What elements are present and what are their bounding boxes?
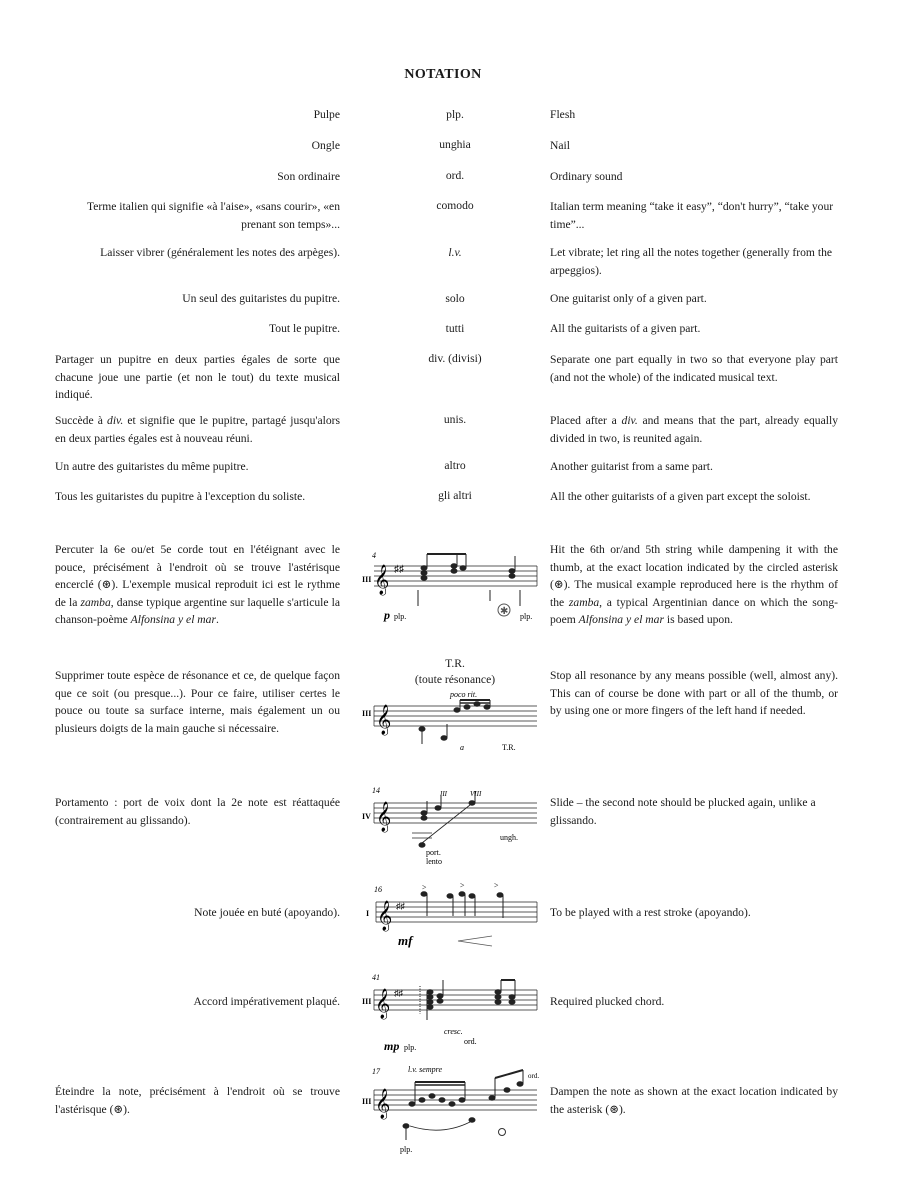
term-plp: plp. <box>446 108 464 121</box>
en-altro: Another guitarist from a same part. <box>550 460 713 473</box>
en-unis: Placed after a div. and means that the part, already equally divided in two, is reunited again. <box>550 414 838 445</box>
tr-caption-sub: (toute résonance) <box>414 673 496 686</box>
measure-number: 17 <box>372 1067 380 1076</box>
treble-clef-icon: 𝄞 <box>374 565 390 594</box>
lento-label: lento <box>426 857 442 865</box>
page-title: NOTATION <box>404 67 482 82</box>
term-divisi: div. (divisi) <box>428 352 482 365</box>
en-toute-resonance: Stop all resonance by any means possible (well, almost any). This can of course be done with part or all of the thumb, or by using one or more fingers of the left hand if needed. <box>550 669 838 718</box>
en-divisi: Separate one part equally in two so that everyone play part (and not the whole) of the indicated musical text. <box>550 353 838 384</box>
fr-son-ordinaire: Son ordinaire <box>277 170 340 183</box>
sharp-icon: ♯♯ <box>394 564 404 575</box>
plp-label: plp. <box>520 612 533 621</box>
fr-laisser-vibrer: Laisser vibrer (généralement les notes des arpèges). <box>100 246 340 259</box>
measure-number: 41 <box>372 973 380 982</box>
sharp-icon: ♯♯ <box>394 988 403 998</box>
svg-text:>: > <box>460 882 465 890</box>
measure-number: 16 <box>374 885 382 894</box>
term-solo: solo <box>445 292 465 305</box>
term-comodo: comodo <box>436 199 474 212</box>
tie-slur <box>410 1122 470 1130</box>
measure-number: 14 <box>372 786 380 795</box>
ord-label: ord. <box>528 1072 540 1080</box>
ord-label: ord. <box>464 1037 477 1046</box>
fr-toute-resonance: Supprimer toute espèce de résonance et ce, de quelque façon que ce soit (ou presque...). Pour ce faire, utiliser certes le pouce ou toute sa surface interne, mais également un ou plusieurs doigts de la main gauche si nécessaire. <box>55 669 340 735</box>
term-unis: unis. <box>443 413 467 426</box>
fr-apoyando: Note jouée en buté (apoyando). <box>194 906 340 919</box>
tr-caption: T.R. <box>445 657 465 670</box>
plp-label: plp. <box>404 1043 417 1052</box>
en-zamba: Hit the 6th or/and 5th string while dampening it with the thumb, at the exact location indicated by the circled asterisk (⊛). The musical example reproduced here is the rhythm of the zamba, a typical Argentinian dance on which the song-poem Alfonsina y el mar is based upon. <box>550 543 838 627</box>
dynamic-marking: mp <box>384 1039 400 1053</box>
zamba-example <box>362 546 542 622</box>
fr-tutti: Tout le pupitre. <box>269 322 340 335</box>
en-comodo: Italian term meaning “take it easy”, “don't hurry”, “take your time”... <box>550 200 834 231</box>
ungh-label: ungh. <box>500 833 518 842</box>
treble-clef-icon: 𝄞 <box>375 1089 391 1118</box>
string-label: IV <box>362 812 371 821</box>
en-apoyando: To be played with a rest stroke (apoyando). <box>550 906 751 919</box>
fr-unis: Succède à div. et signifie que le pupitre, partagé jusqu'alors en deux parties égales est à nouveau réuni. <box>55 414 340 445</box>
fr-pulpe: Pulpe <box>313 108 340 121</box>
term-ord: ord. <box>445 169 465 182</box>
string-label: III <box>362 1097 372 1106</box>
en-flesh: Flesh <box>550 108 576 121</box>
en-ordinary: Ordinary sound <box>550 170 623 183</box>
fr-portamento: Portamento : port de voix dont la 2e note est réattaquée (contrairement au glissando). <box>55 796 340 827</box>
term-lv: l.v. <box>448 246 462 259</box>
fr-gli-altri: Tous les guitaristes du pupitre à l'exception du soliste. <box>55 490 306 503</box>
cresc-label: cresc. <box>444 1027 463 1036</box>
portamento-example <box>362 783 542 865</box>
treble-clef-icon: 𝄞 <box>377 901 393 930</box>
plaque-example <box>362 970 542 1056</box>
en-eteindre: Dampen the note as shown at the exact location indicated by the asterisk (⊛). <box>550 1085 838 1116</box>
fr-plaque: Accord impérativement plaqué. <box>193 995 340 1008</box>
en-plaque: Required plucked chord. <box>550 995 665 1008</box>
port-label: port. <box>426 848 441 857</box>
en-let-vibrate: Let vibrate; let ring all the notes together (generally from the arpeggios). <box>550 246 833 277</box>
position-label: VIII <box>470 790 482 798</box>
eteindre-example <box>362 1060 542 1154</box>
tr-mark: T.R. <box>502 743 516 752</box>
decrescendo-hairpin <box>458 936 492 946</box>
measure-number: 4 <box>372 551 376 560</box>
string-label: III <box>362 709 372 718</box>
en-portamento: Slide – the second note should be plucked again, unlike a glissando. <box>550 796 816 827</box>
fr-altro: Un autre des guitaristes du même pupitre. <box>55 460 249 473</box>
treble-clef-icon: 𝄞 <box>376 705 392 734</box>
treble-clef-icon: 𝄞 <box>376 802 392 831</box>
en-gli-altri: All the other guitarists of a given part except the soloist. <box>550 490 811 503</box>
en-nail: Nail <box>550 139 570 152</box>
apoyando-example <box>362 882 542 950</box>
lv-sempre-label: l.v. sempre <box>408 1065 442 1074</box>
dynamic-marking: mf <box>398 933 413 948</box>
position-label: III <box>440 790 447 798</box>
plp-label: plp. <box>400 1145 413 1154</box>
term-tutti: tutti <box>445 322 465 335</box>
term-altro: altro <box>444 459 466 472</box>
fr-zamba: Percuter la 6e ou/et 5e corde tout en l'étéignant avec le pouce, précisément à l'endroit où se trouve l'astérisque encerclé (⊛). L'exemple musical reproduit ici est le rythme de la zamba, danse typique argentine sur laquelle s'articule la chanson-poème Alfonsina y el mar. <box>55 543 341 627</box>
tr-example <box>362 688 542 756</box>
plp-label: plp. <box>394 612 407 621</box>
en-solo: One guitarist only of a given part. <box>550 292 707 305</box>
term-gli-altri: gli altri <box>438 489 472 502</box>
fr-divisi: Partager un pupitre en deux parties égales de sorte que chacune joue une partie (et non le tout) du texte musical indiqué. <box>55 353 340 402</box>
fr-comodo: Terme italien qui signifie «à l'aise», «sans courir», «en prenant son temps»... <box>86 200 340 231</box>
en-tutti: All the guitarists of a given part. <box>550 322 701 335</box>
fr-eteindre: Éteindre la note, précisément à l'endroit où se trouve l'astérisque (⊛). <box>55 1085 340 1116</box>
dynamic-marking: p <box>384 608 390 622</box>
poco-rit-label: poco rit. <box>450 690 478 699</box>
svg-text:>: > <box>422 883 427 892</box>
sharp-icon: ♯♯ <box>396 901 405 911</box>
treble-clef-icon: 𝄞 <box>375 989 391 1018</box>
fr-solo: Un seul des guitaristes du pupitre. <box>182 292 340 305</box>
term-unghia: unghia <box>439 138 471 151</box>
svg-text:✱: ✱ <box>500 606 509 617</box>
finger-label: a <box>460 743 464 752</box>
string-label: III <box>362 997 372 1006</box>
svg-text:>: > <box>494 882 499 890</box>
fr-ongle: Ongle <box>311 139 340 152</box>
string-label: III <box>362 575 372 584</box>
asterisk-circle-icon <box>499 1129 506 1136</box>
string-label: I <box>366 909 370 918</box>
